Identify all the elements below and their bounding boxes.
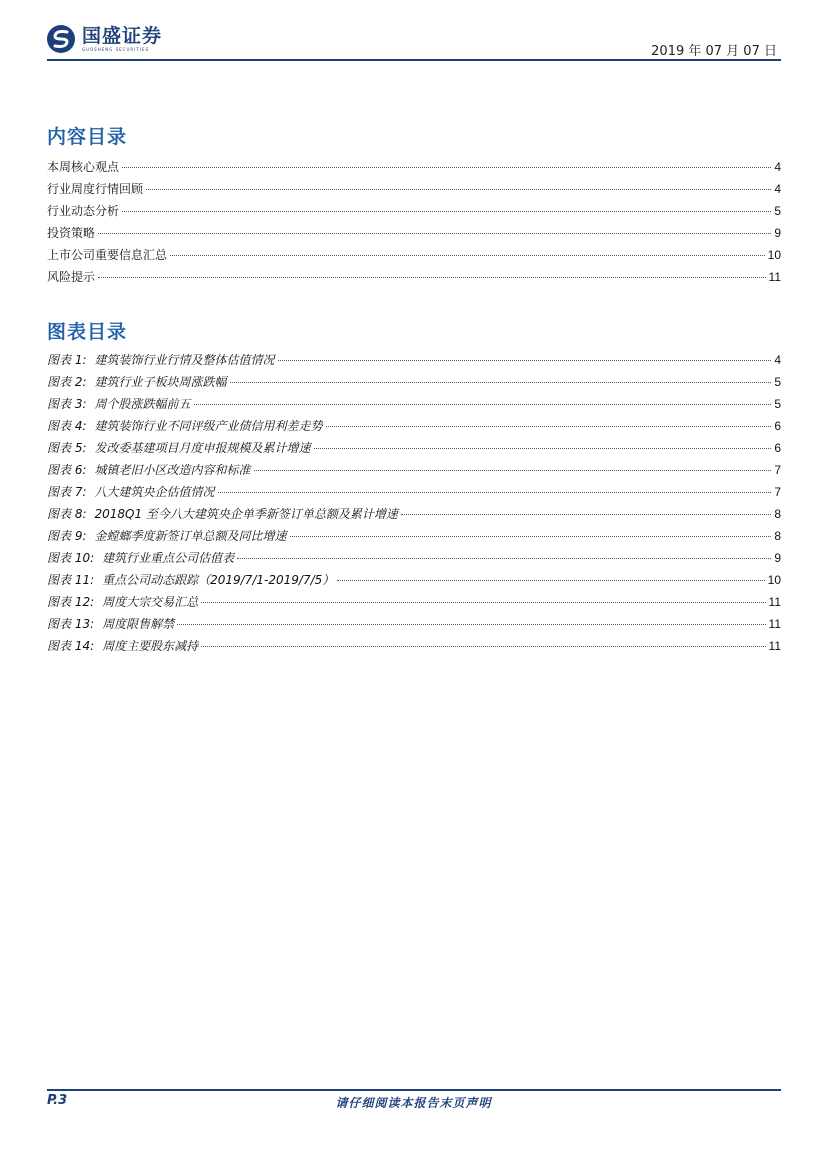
entry-page-number: 6	[774, 441, 781, 455]
figure-number: 图表 10:	[47, 551, 95, 565]
contents-entry[interactable]	[47, 268, 781, 290]
figure-entry[interactable]	[47, 637, 781, 659]
logo-name-cn: 国盛证券	[82, 25, 163, 47]
figure-entry[interactable]	[47, 483, 781, 505]
figure-number: 图表 8:	[47, 507, 87, 521]
figure-number: 图表 13:	[47, 617, 95, 631]
figures-list	[47, 351, 781, 659]
entry-page-number: 8	[774, 507, 781, 521]
entry-page-number: 11	[768, 270, 781, 284]
figures-title: 图表目录	[47, 321, 128, 343]
page-header	[0, 0, 827, 70]
entry-page-number: 8	[774, 529, 781, 543]
entry-label: 2018Q1 至今八大建筑央企单季新签订单总额及累计增速	[94, 507, 398, 521]
dot-leader	[122, 167, 771, 168]
dot-leader	[326, 426, 772, 427]
entry-label: 城镇老旧小区改造内容和标准	[94, 463, 251, 477]
page-number: P.3	[47, 1093, 68, 1108]
figure-number: 图表 6:	[47, 463, 87, 477]
figure-entry[interactable]	[47, 505, 781, 527]
entry-label: 周度主要股东减持	[102, 639, 199, 653]
figure-entry[interactable]	[47, 527, 781, 549]
contents-list	[47, 158, 781, 290]
entry-label: 建筑行业子板块周涨跌幅	[94, 375, 227, 389]
dot-leader	[194, 404, 772, 405]
company-logo	[46, 24, 162, 54]
figure-entry[interactable]	[47, 417, 781, 439]
entry-page-number: 11	[768, 595, 781, 609]
entry-page-number: 10	[767, 573, 781, 587]
entry-page-number: 5	[774, 204, 781, 218]
dot-leader	[98, 233, 771, 234]
entry-label: 行业动态分析	[47, 204, 120, 218]
figure-number: 图表 2:	[47, 375, 87, 389]
contents-entry[interactable]	[47, 180, 781, 202]
dot-leader	[237, 558, 771, 559]
entry-label: 投资策略	[47, 226, 96, 240]
contents-entry[interactable]	[47, 224, 781, 246]
entry-page-number: 7	[774, 485, 781, 499]
entry-page-number: 9	[774, 551, 781, 565]
entry-label: 发改委基建项目月度申报规模及累计增速	[94, 441, 311, 455]
entry-label: 建筑装饰行业行情及整体估值情况	[94, 353, 275, 367]
entry-label: 建筑装饰行业不同评级产业债信用利差走势	[94, 419, 323, 433]
entry-page-number: 10	[767, 248, 781, 262]
contents-entry[interactable]	[47, 202, 781, 224]
entry-page-number: 6	[774, 419, 781, 433]
figure-number: 图表 4:	[47, 419, 87, 433]
footer-divider	[47, 1089, 781, 1091]
figure-number: 图表 11:	[47, 573, 95, 587]
figure-entry[interactable]	[47, 461, 781, 483]
figure-number: 图表 14:	[47, 639, 95, 653]
contents-entry[interactable]	[47, 158, 781, 180]
figure-number: 图表 7:	[47, 485, 87, 499]
dot-leader	[230, 382, 772, 383]
dot-leader	[314, 448, 772, 449]
entry-label: 八大建筑央企估值情况	[94, 485, 215, 499]
entry-label: 周个股涨跌幅前五	[94, 397, 191, 411]
entry-label: 重点公司动态跟踪（2019/7/1-2019/7/5）	[102, 573, 335, 587]
entry-page-number: 4	[774, 182, 781, 196]
figure-number: 图表 1:	[47, 353, 87, 367]
figure-entry[interactable]	[47, 373, 781, 395]
dot-leader	[122, 211, 771, 212]
dot-leader	[177, 624, 765, 625]
entry-label: 风险提示	[47, 270, 96, 284]
entry-label: 周度大宗交易汇总	[102, 595, 199, 609]
entry-label: 金螳螂季度新签订单总额及同比增速	[94, 529, 287, 543]
dot-leader	[201, 646, 765, 647]
entry-label: 本周核心观点	[47, 160, 120, 174]
entry-page-number: 4	[774, 160, 781, 174]
dot-leader	[337, 580, 764, 581]
entry-page-number: 5	[774, 375, 781, 389]
dot-leader	[201, 602, 765, 603]
figure-number: 图表 12:	[47, 595, 95, 609]
entry-page-number: 7	[774, 463, 781, 477]
figure-number: 图表 3:	[47, 397, 87, 411]
figure-entry[interactable]	[47, 593, 781, 615]
dot-leader	[254, 470, 772, 471]
figure-entry[interactable]	[47, 615, 781, 637]
dot-leader	[290, 536, 772, 537]
contents-entry[interactable]	[47, 246, 781, 268]
footer-disclaimer: 请仔细阅读本报告末页声明	[335, 1096, 492, 1110]
figure-entry[interactable]	[47, 549, 781, 571]
figure-entry[interactable]	[47, 571, 781, 593]
dot-leader	[218, 492, 772, 493]
figure-entry[interactable]	[47, 395, 781, 417]
entry-page-number: 5	[774, 397, 781, 411]
dot-leader	[146, 189, 771, 190]
logo-mark-icon	[46, 24, 76, 54]
header-divider	[47, 59, 781, 61]
contents-title: 内容目录	[47, 126, 128, 148]
logo-name-en: GUOSHENG SECURITIES	[82, 47, 150, 52]
entry-label: 建筑行业重点公司估值表	[102, 551, 235, 565]
entry-label: 上市公司重要信息汇总	[47, 248, 168, 262]
entry-page-number: 11	[768, 617, 781, 631]
entry-label: 行业周度行情回顾	[47, 182, 144, 196]
figure-number: 图表 9:	[47, 529, 87, 543]
entry-page-number: 4	[774, 353, 781, 367]
entry-page-number: 9	[774, 226, 781, 240]
entry-label: 周度限售解禁	[102, 617, 175, 631]
figure-number: 图表 5:	[47, 441, 87, 455]
dot-leader	[278, 360, 772, 361]
report-date: 2019 年 07 月 07 日	[651, 44, 777, 59]
figure-entry[interactable]	[47, 351, 781, 373]
entry-page-number: 11	[768, 639, 781, 653]
dot-leader	[98, 277, 766, 278]
figure-entry[interactable]	[47, 439, 781, 461]
dot-leader	[401, 514, 771, 515]
dot-leader	[170, 255, 765, 256]
